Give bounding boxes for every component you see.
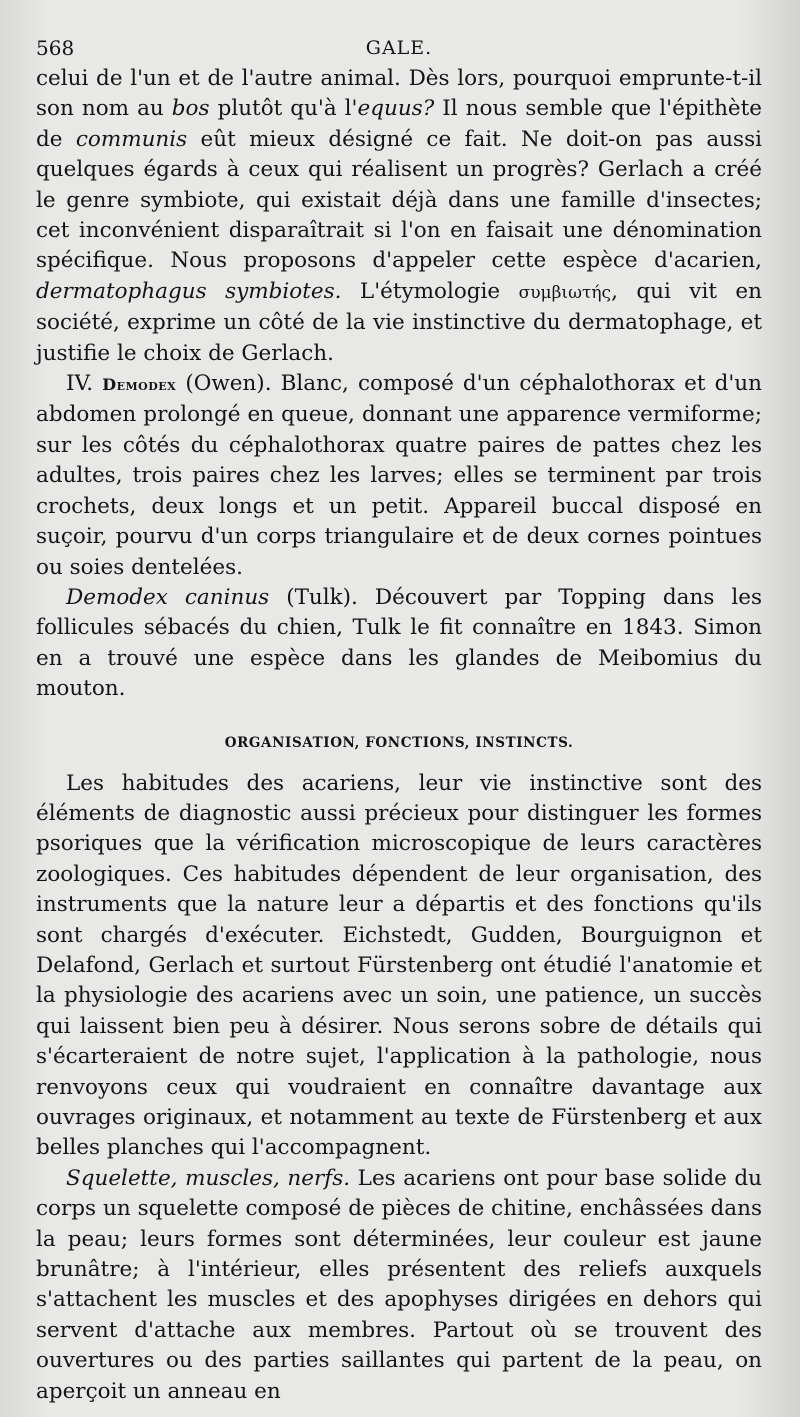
text-segment: eût mieux désigné ce fait. Ne doit-on pas aussi quelques égards à ceux qui réalisent un progrès? Gerlach a créé le genre symbiote, qui existait déjà dans une famille d'insectes; cet inconvénient disparaîtrait si l'on en faisait une dénomination spécifique. Nous proposons d'appeler cette espèce d'acarien, <box>36 126 762 274</box>
section-heading: ORGANISATION, FONCTIONS, INSTINCTS. <box>224 734 574 751</box>
page-number: 568 <box>36 36 75 60</box>
text-segment: Les habitudes des acariens, leur vie instinctive sont des éléments de diagnostic aussi précieux pour distinguer les formes psoriques que la vérification microscopique de leurs caractères zoologiques. Ces habitudes dépendent de leur organisation, des instruments que la nature leur a départis et des fonctions qu'ils sont chargés d'exécuter. Eichstedt, Gudden, Bourguignon et Delafond, Gerlach et surtout Fürstenberg ont étudié l'anatomie et la physiologie des acariens avec un soin, une patience, un succès qui laissent bien peu à désirer. Nous serons sobre de détails qui s'écarteraient de notre sujet, l'application à la pathologie, nous renvoyons ceux qui voudraient en connaître davantage aux ouvrages originaux, et notamment au texte de Fürstenberg et aux belles planches qui l'accompagnent. <box>36 770 762 1161</box>
text-segment: , qui vit en société, exprime un côté de la vie instinctive du dermatophage, et justifie le choix de Gerlach. <box>36 278 763 366</box>
genus-name-small-caps: Demodex <box>102 375 177 395</box>
text-segment: (Owen). Blanc, composé d'un céphalothorax et d'un abdomen prolongé en queue, donnant une apparence vermiforme; sur les côtés du céphalothorax quatre paires de pattes chez les adultes, trois paires chez les larves; elles se terminent par trois crochets, deux longs et un petit. Appareil buccal disposé en suçoir, pourvu d'un corps triangulaire et de deux cornes pointues ou soies dentelées. <box>36 371 762 580</box>
running-title: GALE. <box>365 37 433 59</box>
text-segment: (Tulk). Découvert par Topping dans les follicules sébacés du chien, Tulk le fit connaître en 1843. Simon en a trouvé une espèce dans les glandes de Meibomius du mouton. <box>36 584 762 702</box>
paragraph-gerlach-etymology <box>36 64 762 369</box>
text-segment: Les acariens ont pour base solide du corps un squelette composé de pièces de chitine, enchâssées dans la peau; leurs formes sont déterminées, leur couleur est jaune brunâtre; à l'intérieur, elles présentent des reliefs auxquels s'attachent les muscles et des apophyses dirigées en dehors qui servent d'attache aux membres. Partout où se trouvent des ouvertures ou des parties saillantes qui partent de la peau, on aperçoit un anneau en <box>36 1165 762 1404</box>
paragraph-squelette <box>36 1164 762 1407</box>
paragraph-demodex <box>36 369 762 583</box>
text-segment: Il nous semble que l'épithète de <box>36 96 763 152</box>
italic-term: bos <box>171 96 210 122</box>
paragraph-habitudes <box>36 769 762 1164</box>
running-head <box>36 28 762 64</box>
italic-species-name: dermatophagus symbiotes. <box>36 278 342 304</box>
text-segment: L'étymologie <box>341 278 519 304</box>
body-text <box>36 64 762 1407</box>
section-number: IV. <box>66 371 103 397</box>
greek-word: συμβιωτής <box>518 282 612 303</box>
text-segment: celui de l'un et de l'autre animal. Dès lors, pourquoi emprunte-t-il son nom au <box>36 66 762 122</box>
italic-term: equus? <box>357 96 435 122</box>
italic-species-name: Demodex caninus <box>66 584 270 610</box>
italic-subheading: Squelette, muscles, nerfs. <box>66 1165 351 1191</box>
italic-term: communis <box>75 126 188 152</box>
paragraph-demodex-caninus <box>36 583 762 705</box>
text-segment: plutôt qu'à l' <box>209 96 358 122</box>
